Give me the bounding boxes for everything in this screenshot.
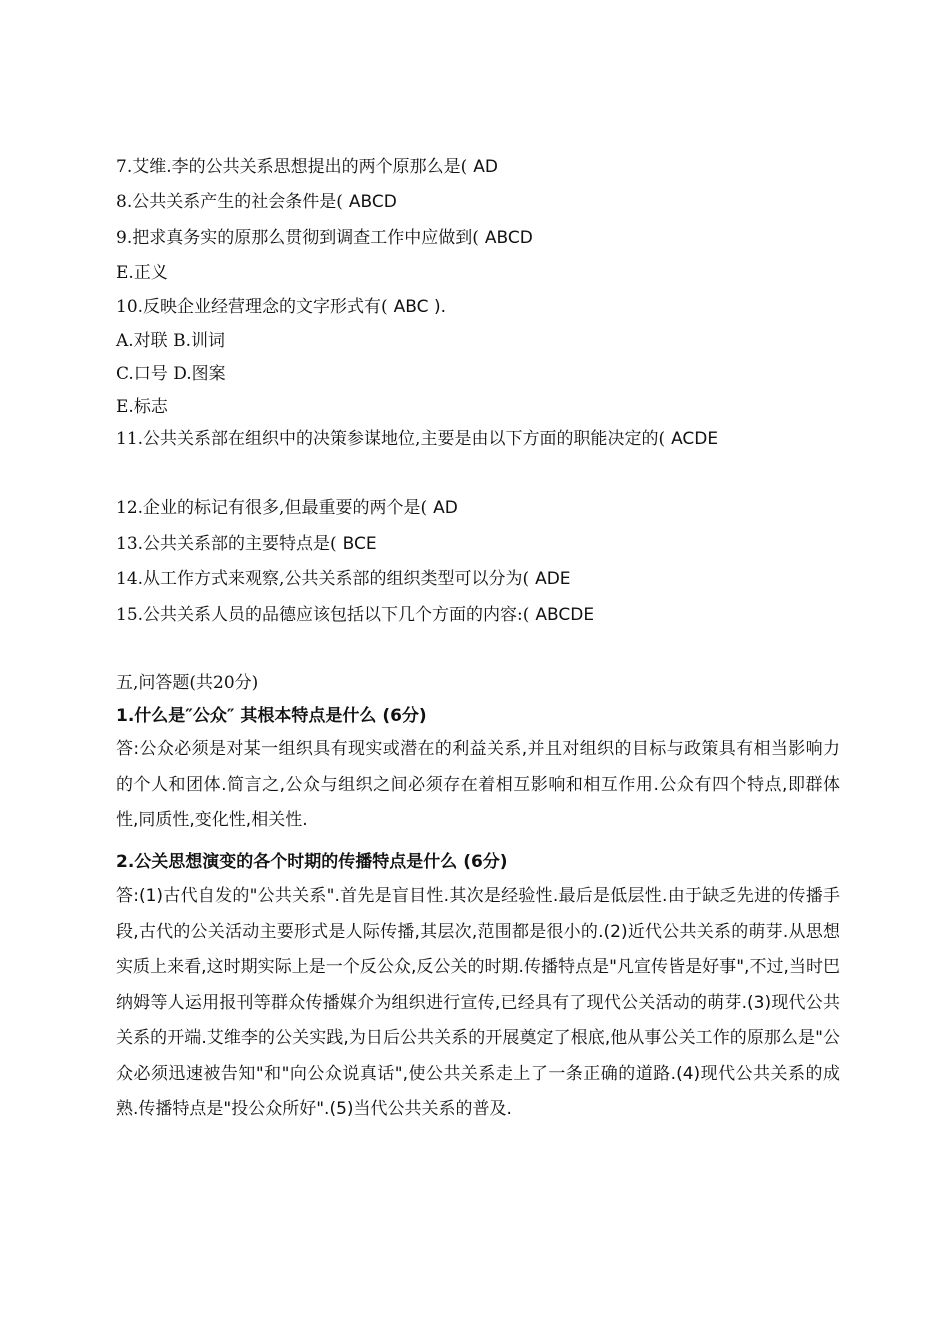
question-14 [116, 568, 571, 590]
section-title: 五,问答题(共20分) [116, 673, 259, 693]
option-text: A.对联 B.训词 [116, 331, 225, 351]
question-15 [116, 604, 594, 626]
option-ab [116, 330, 225, 352]
question-text: 13.公共关系部的主要特点是( [116, 534, 337, 554]
answer-text: ABCD [484, 228, 533, 248]
question-text: 14.从工作方式来观察,公共关系部的组织类型可以分为( [116, 569, 530, 589]
answer-text: AD [433, 498, 458, 518]
question-text: 7.艾维.李的公共关系思想提出的两个原那么是( [116, 157, 468, 177]
option-text: C.口号 D.图案 [116, 364, 226, 384]
question-text: 11.公共关系部在组织中的决策参谋地位,主要是由以下方面的职能决定的( [116, 429, 666, 449]
answer-text: ADE [535, 569, 571, 589]
answer-text: ABCDE [535, 605, 595, 625]
question-11 [116, 428, 718, 450]
question-text: 8.公共关系产生的社会条件是( [116, 192, 343, 212]
option-text: E.正义 [116, 263, 168, 283]
question-10 [116, 296, 446, 318]
question-8 [116, 191, 397, 213]
question-text: 9.把求真务实的原那么贯彻到调查工作中应做到( [116, 228, 479, 248]
question-13 [116, 533, 377, 555]
answer-text: AD [473, 157, 498, 177]
option-e [116, 396, 168, 418]
answer-text: ACDE [671, 429, 719, 449]
essay-question-1-answer: 答:公众必须是对某一组织具有现实或潜在的利益关系,并且对组织的目标与政策具有相当影响力的个人和团体.简言之,公众与组织之间必须存在着相互影响和相互作用.公众有四个特点,即群体性,同质性,变化性,相关性. [116, 739, 840, 830]
question-text: 15.公共关系人员的品德应该包括以下几个方面的内容:( [116, 605, 530, 625]
answer-text: ABCD [348, 192, 397, 212]
answer-text: ABC ). [393, 297, 446, 317]
answer-text: BCE [342, 534, 377, 554]
question-9 [116, 227, 533, 249]
question-7 [116, 156, 498, 178]
question-12 [116, 497, 458, 519]
essay-question-2-title: 2.公关思想演变的各个时期的传播特点是什么 (6分) [116, 852, 508, 872]
question-text: 12.企业的标记有很多,但最重要的两个是( [116, 498, 428, 518]
question-text: 10.反映企业经营理念的文字形式有( [116, 297, 388, 317]
essay-question-1-title: 1.什么是″公众″ 其根本特点是什么 (6分) [116, 706, 427, 726]
option-cd [116, 363, 226, 385]
option-e [116, 262, 168, 284]
essay-question-2-answer: 答:(1)古代自发的"公共关系".首先是盲目性.其次是经验性.最后是低层性.由于缺乏先进的传播手段,古代的公关活动主要形式是人际传播,其层次,范围都是很小的.(2)近代公共关系的萌芽.从思想实质上来看,这时期实际上是一个反公众,反公关的时期.传播特点是"凡宣传皆是好事",不过,当时巴纳姆等人运用报刊等群众传播媒介为组织进行宣传,已经具有了现代公关活动的萌芽.(3)现代公共关系的开端.艾维李的公关实践,为日后公共关系的开展奠定了根底,他从事公关工作的原那么是"公众必须迅速被告知"和"向公众说真话",使公共关系走上了一条正确的道路.(4)现代公共关系的成熟.传播特点是"投公众所好".(5)当代公共关系的普及. [116, 886, 840, 1119]
option-text: E.标志 [116, 397, 168, 417]
